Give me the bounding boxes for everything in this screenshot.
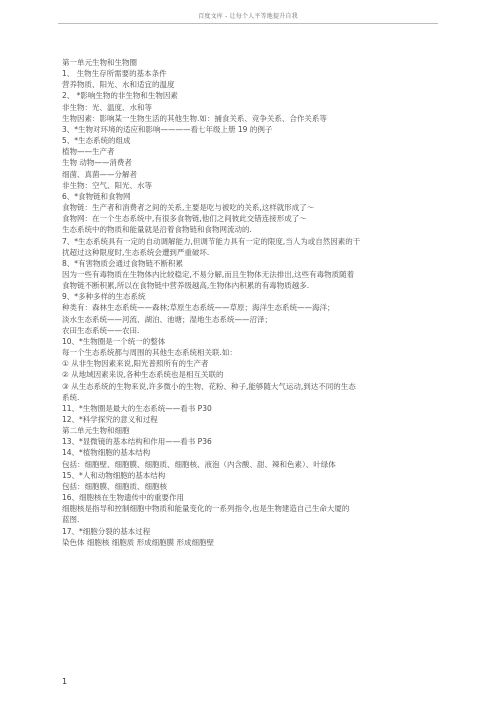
text-line: 11、*生物圈是最大的生态系统——看书 P30 [62, 403, 212, 413]
text-line: 蓝图. [62, 515, 80, 525]
text-line: 生物 动物——消费者 [62, 158, 132, 168]
text-line: 食物链：生产者和消费者之间的关系,主要是吃与被吃的关系,这样就形成了～ [62, 203, 315, 213]
text-line: 细菌、真菌——分解者 [62, 169, 137, 179]
text-line: 因为一些有毒物质在生物体内比较稳定,不易分解,而且生物体无法排出,这些有毒物质随着 [62, 269, 355, 279]
text-line: 12、*科学探究的意义和过程 [62, 415, 158, 424]
text-line: 染色体 细胞核 细胞质 形成细胞膜 形成细胞壁 [62, 537, 215, 547]
text-line: 14、*植物细胞的基本结构 [62, 448, 151, 458]
text-line: 系统. [62, 392, 80, 402]
text-line: ① 从非生物因素来说,阳光普照所有的生产者 [62, 359, 209, 369]
text-line: 1、 生物生存所需要的基本条件 [62, 69, 167, 79]
text-line: 9、*多种多样的生态系统 [62, 292, 146, 302]
text-line: 6、*食物链和食物网 [62, 191, 131, 201]
text-line: 7、*生态系统具有一定的自动调解能力,但调节能力具有一定的限度,当人为或自然因素的干 [62, 236, 361, 246]
text-line: 2、 *影响生物的非生物和生物因素 [62, 91, 178, 101]
text-line: 细胞核是指导和控制细胞中物质和能量变化的一系列指令,也是生物建造自己生命大厦的 [62, 504, 350, 514]
text-line: 10、*生物圈是一个统一的整体 [62, 336, 166, 346]
text-line: 生态系统中的物质和能量就是沿着食物链和食物网流动的. [62, 225, 252, 235]
page-header: 百度文库 - 让每个人平等地提升自我 [198, 13, 298, 20]
text-line: 13、*显微镜的基本结构和作用——看书 P36 [62, 437, 212, 447]
text-line: 营养物质、阳光、水和适宜的温度 [62, 80, 175, 90]
text-line: 第二单元生物和细胞 [62, 426, 130, 436]
text-line: 非生物：空气、阳光、水等 [62, 180, 152, 190]
text-line: ③ 从生态系统的生物来说,许多微小的生物、花粉、种子,能够随大气运动,到达不同的生态 [62, 381, 356, 391]
text-line: 淡水生态系统——河流、湖泊、池塘；湿地生态系统——沼泽； [62, 314, 272, 324]
text-line: 16、细胞核在生物遗传中的重要作用 [62, 493, 185, 503]
text-line: 包括：细胞壁、细胞膜、细胞质、细胞核、液泡（内含酸、甜、辣和色素）、叶绿体 [62, 459, 336, 469]
text-line: 15、*人和动物细胞的基本结构 [62, 470, 166, 480]
text-line: 3、*生物对环境的适应和影响————看七年级上册 19 的例子 [62, 124, 273, 134]
page-number: 1 [62, 677, 68, 686]
text-line: 生物因素：影响某一生物生活的其他生物.如：捕食关系、竞争关系、合作关系等 [62, 113, 327, 123]
text-line: 食物网：在一个生态系统中,有很多食物链,他们之间彼此交错连接形成了～ [62, 214, 307, 224]
document-body [62, 57, 442, 548]
text-line: 农田生态系统——农田. [62, 325, 140, 335]
text-line: 食物链不断积累,所以在食物链中营养级越高,生物体内积累的有毒物质越多. [62, 281, 310, 291]
text-line: 8、*有害物质会通过食物链不断积累 [62, 258, 184, 268]
text-line: ② 从地域因素来说,各种生态系统也是相互关联的 [62, 370, 224, 380]
text-line: 扰超过这种限度时,生态系统会遭到严重破坏. [62, 247, 210, 257]
text-line: 种类有：森林生态系统——森林;草原生态系统——草原；海洋生态系统——海洋； [62, 303, 335, 313]
text-line: 包括：细胞膜、细胞质、细胞核 [62, 481, 167, 491]
text-line: 每一个生态系统都与周围的其他生态系统相关联.如： [62, 348, 237, 358]
text-line: 非生物：光、温度、水和等 [62, 102, 152, 112]
text-line: 5、*生态系统的组成 [62, 136, 131, 146]
text-line: 植物——生产者 [62, 147, 115, 157]
text-line: 第一单元生物和生物圈 [62, 58, 137, 67]
text-line: 17、*细胞分裂的基本过程 [62, 526, 151, 536]
header-divider [58, 23, 438, 24]
